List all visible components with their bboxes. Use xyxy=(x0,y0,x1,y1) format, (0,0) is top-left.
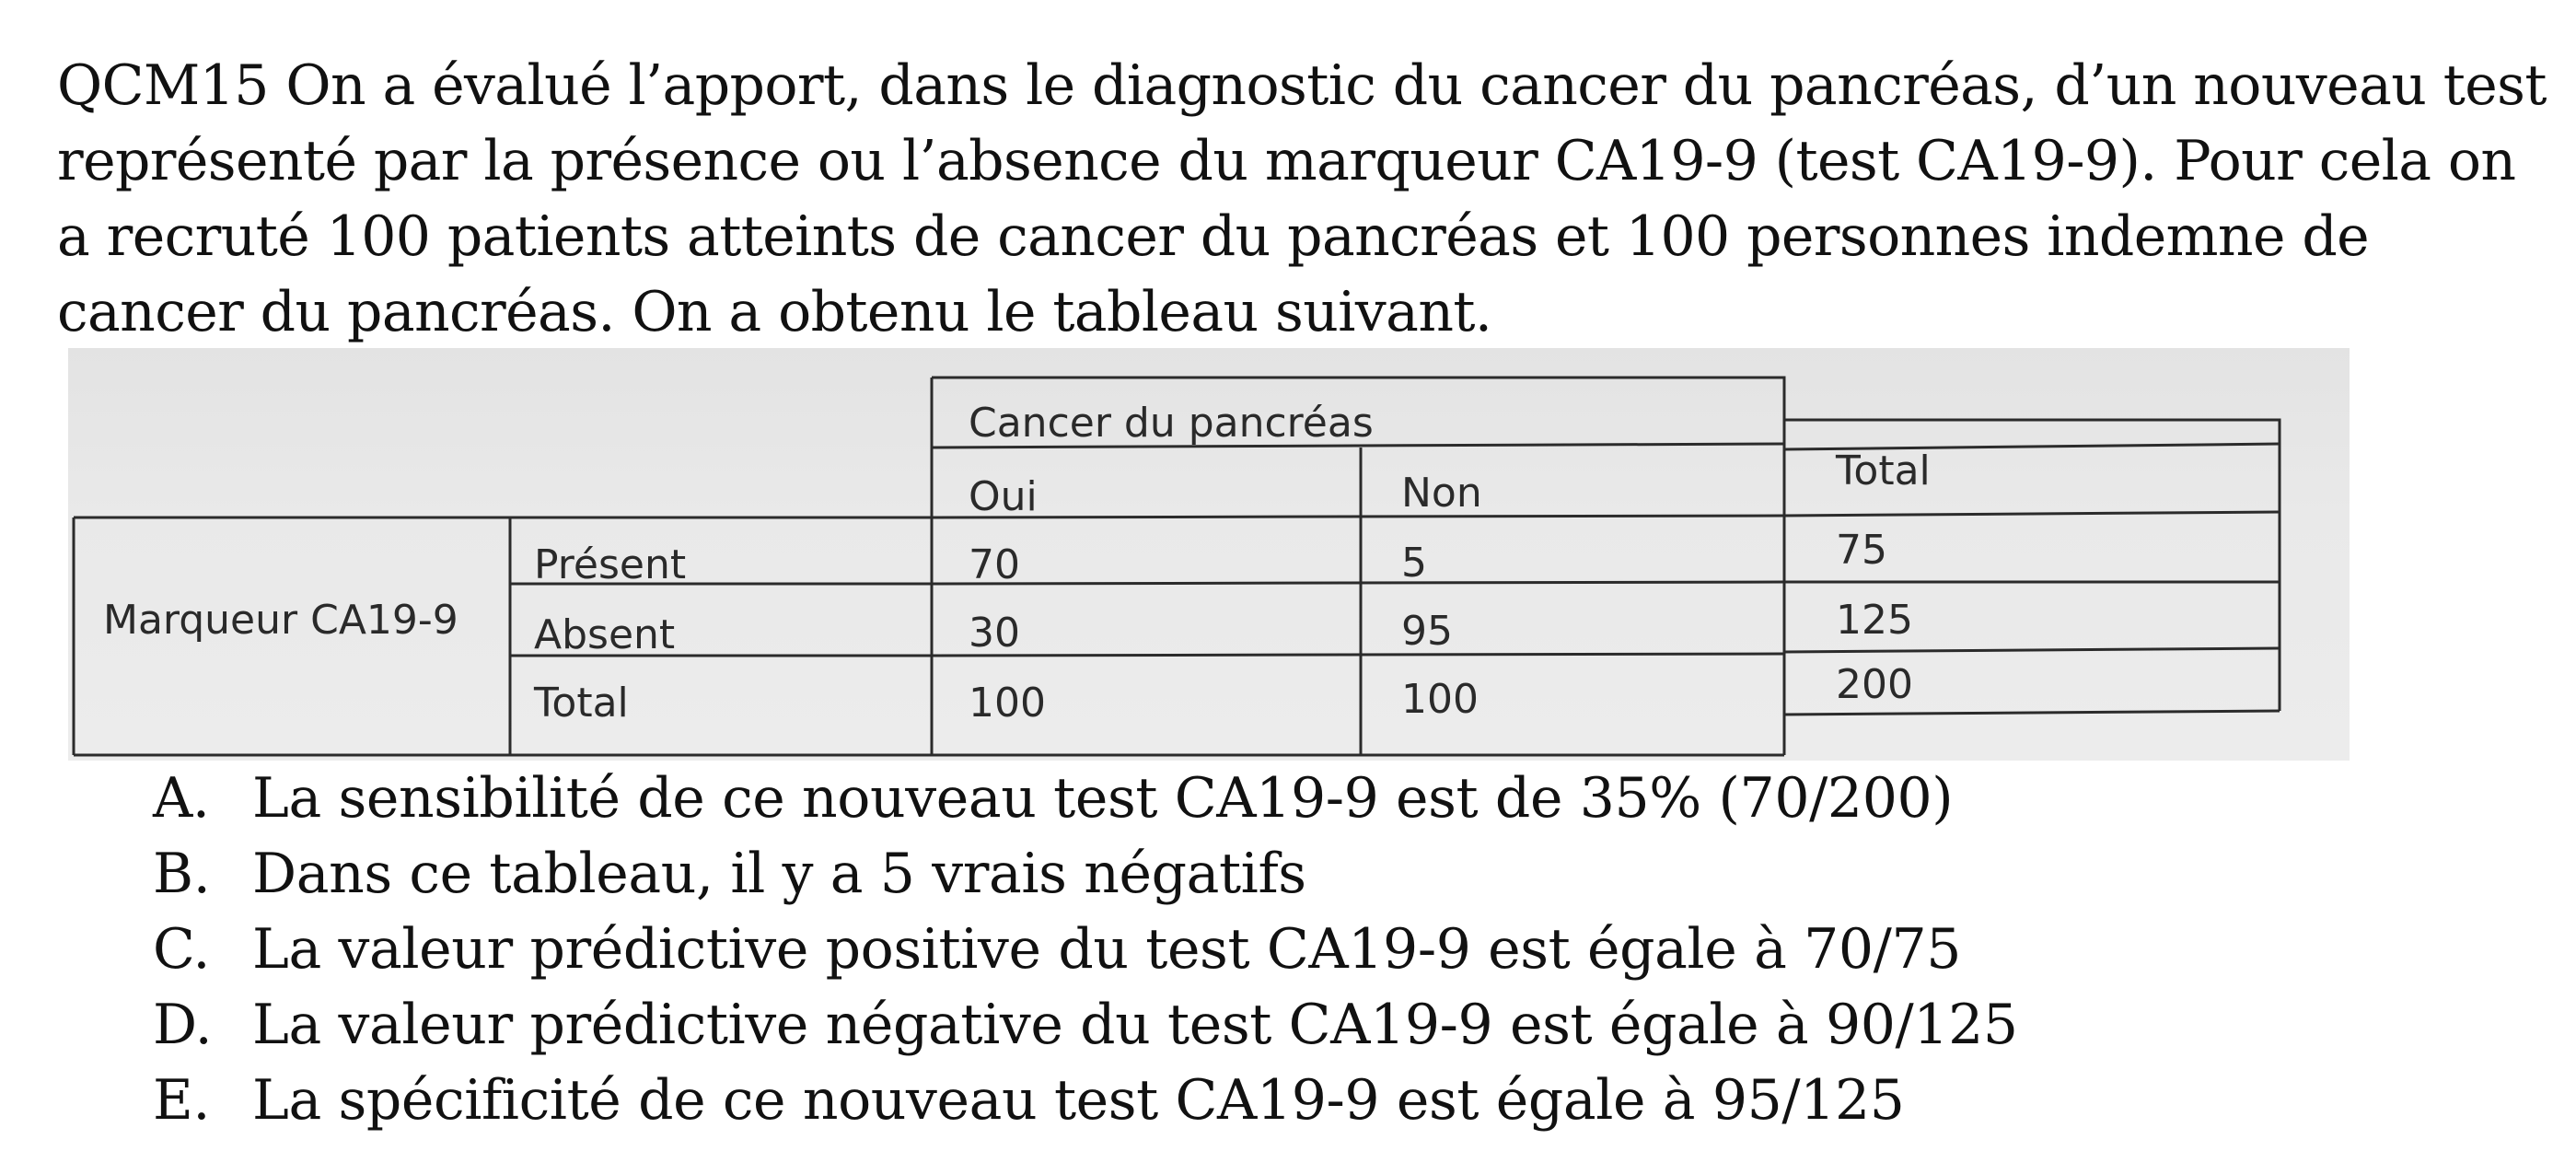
answer-text: La valeur prédictive négative du test CA19-9 est égale à 90/125 xyxy=(252,993,2018,1057)
answer-letter: A. xyxy=(153,766,210,831)
table-cell: 100 xyxy=(969,680,1046,727)
answer-option[interactable] xyxy=(153,987,2018,1063)
answer-option[interactable] xyxy=(153,912,2018,987)
answer-option[interactable] xyxy=(153,761,2018,836)
answer-text: Dans ce tableau, il y a 5 vrais négatifs xyxy=(252,842,1306,906)
question-line: cancer du pancréas. On a obtenu le tableau suivant. xyxy=(57,280,1492,344)
table-cell: 30 xyxy=(969,610,1020,657)
table-row-label: Présent xyxy=(534,541,687,588)
answer-text: La spécificité de ce nouveau test CA19-9 est égale à 95/125 xyxy=(252,1068,1905,1133)
answer-letter: D. xyxy=(153,993,213,1057)
table-cell: 95 xyxy=(1401,608,1453,655)
table-cell: 75 xyxy=(1836,527,1887,574)
answer-list xyxy=(153,761,2018,1138)
table-row-group: Marqueur CA19-9 xyxy=(103,597,458,644)
table-cell: 100 xyxy=(1401,676,1479,723)
answer-option[interactable] xyxy=(153,836,2018,912)
question-line: QCM15 On a évalué l’apport, dans le diagnostic du cancer du pancréas, d’un nouveau test xyxy=(57,53,2547,118)
answer-letter: B. xyxy=(153,842,211,906)
question-line: représenté par la présence ou l’absence du marqueur CA19-9 (test CA19-9). Pour cela on xyxy=(57,129,2516,193)
answer-letter: E. xyxy=(153,1068,211,1133)
answer-letter: C. xyxy=(153,917,211,982)
table-photo xyxy=(68,348,2350,761)
table-cell: 5 xyxy=(1401,540,1427,587)
question-stem xyxy=(57,48,2547,350)
question-line: a recruté 100 patients atteints de cancer du pancréas et 100 personnes indemne de xyxy=(57,204,2370,269)
answer-text: La sensibilité de ce nouveau test CA19-9 est de 35% (70/200) xyxy=(252,766,1954,831)
table-row-label: Total xyxy=(534,680,629,727)
table-cell: 125 xyxy=(1836,597,1913,644)
table-col-oui: Oui xyxy=(969,473,1038,520)
table-col-total: Total xyxy=(1836,448,1931,494)
table-row-label: Absent xyxy=(534,611,676,658)
answer-option[interactable] xyxy=(153,1063,2018,1138)
table-header-group: Cancer du pancréas xyxy=(969,400,1374,447)
table-cell: 70 xyxy=(969,541,1020,588)
answer-text: La valeur prédictive positive du test CA19-9 est égale à 70/75 xyxy=(252,917,1962,982)
table-cell: 200 xyxy=(1836,661,1913,708)
table-col-non: Non xyxy=(1401,470,1482,517)
